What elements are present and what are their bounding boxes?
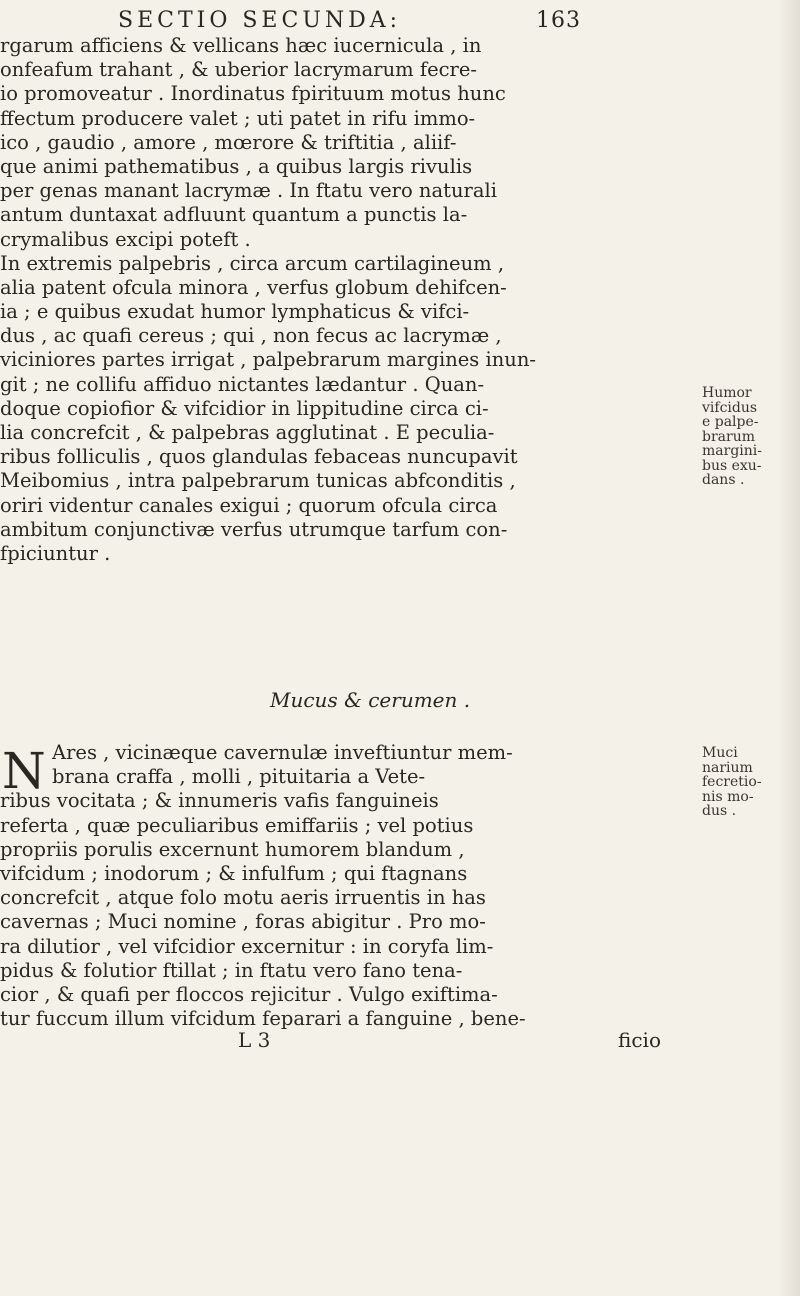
- margin-line: Humor: [702, 385, 752, 401]
- text-line: antum duntaxat adfluunt quantum a punctis la-: [0, 203, 468, 227]
- text-line: ra dilutior , vel vifcidior excernitur : in coryfa lim-: [0, 934, 494, 958]
- text-line: onfeafum trahant , & uberior lacrymarum fecre-: [0, 58, 477, 82]
- text-line: tur fuccum illum vifcidum feparari a fanguine , bene-: [0, 1007, 526, 1031]
- text-line: alia patent ofcula minora , verfus globum dehifcen-: [0, 275, 507, 299]
- text-line: lia concrefcit , & palpebras agglutinat . E peculia-: [0, 421, 495, 444]
- text-line: cavernas ; Muci nomine , foras abigitur . Pro mo-: [0, 910, 486, 934]
- text-line: que animi pathematibus , a quibus largis rivulis: [0, 154, 473, 178]
- text-line: crymalibus excipi poteft .: [0, 227, 251, 251]
- text-line: doque copiofior & vifcidior in lippitudine circa ci-: [0, 396, 489, 420]
- page-edge-shadow: [778, 0, 800, 1296]
- section-caption: Mucus & cerumen .: [270, 688, 471, 712]
- text-line: fpiciuntur .: [0, 541, 111, 565]
- text-line: ico , gaudio , amore , mœrore & triftitia , aliif-: [0, 130, 457, 154]
- margin-line: narium: [702, 759, 753, 776]
- text-line: referta , quæ peculiaribus emiffariis ; vel potius: [0, 813, 474, 837]
- text-line: git ; ne collifu affiduo nictantes lædantur . Quan-: [0, 372, 485, 396]
- paragraph-2: [0, 741, 695, 1031]
- text-line: Meibomius , intra palpebrarum tunicas abfconditis ,: [0, 469, 516, 493]
- margin-line: margini-: [702, 443, 762, 459]
- catchword: ficio: [618, 1028, 661, 1052]
- text-line: oriri videntur canales exigui ; quorum ofcula circa: [0, 493, 498, 517]
- margin-line: dans .: [702, 472, 745, 488]
- margin-line: Muci: [702, 745, 738, 761]
- text-line: cior , & quafi per floccos rejicitur . Vulgo exiftima-: [0, 982, 498, 1006]
- text-line: brana craffa , molli , pituitaria a Vete-: [52, 765, 426, 789]
- paragraph-1: [0, 34, 695, 566]
- margin-line: fecretio-: [702, 774, 762, 790]
- header-title: SECTIO SECUNDA:: [118, 8, 402, 33]
- signature-mark: L 3: [238, 1028, 271, 1052]
- text-line: propriis porulis excernunt humorem blandum ,: [0, 837, 465, 861]
- text-line: viciniores partes irrigat , palpebrarum margines inun-: [0, 348, 537, 372]
- text-line: ffectum producere valet ; uti patet in rifu immo-: [0, 106, 476, 130]
- margin-line: dus .: [702, 803, 737, 819]
- running-header: [118, 8, 678, 36]
- text-line: per genas manant lacrymæ . In ftatu vero naturali: [0, 179, 497, 203]
- margin-line: bus exu-: [702, 457, 762, 474]
- margin-line: brarum: [702, 428, 755, 445]
- margin-line: nis mo-: [702, 788, 754, 805]
- text-line: pidus & folutior ftillat ; in ftatu vero fano tena-: [0, 958, 463, 982]
- margin-line: vifcidus: [702, 399, 758, 416]
- page-number: 163: [536, 8, 581, 33]
- text-line: io promoveatur . Inordinatus fpirituum motus hunc: [0, 82, 506, 106]
- text-line: ribus vocitata ; & innumeris vafis fanguineis: [0, 789, 439, 813]
- margin-line: e palpe-: [702, 414, 759, 430]
- text-line: In extremis palpebris , circa arcum cartilagineum ,: [0, 251, 505, 275]
- text-line: ambitum conjunctivæ verfus utrumque tarfum con-: [0, 517, 508, 541]
- text-line: rgarum afficiens & vellicans hæc iucernicula , in: [0, 34, 482, 57]
- text-line: ia ; e quibus exudat humor lymphaticus & vifci-: [0, 300, 470, 324]
- text-line: Ares , vicinæque cavernulæ inveftiuntur mem-: [52, 741, 513, 764]
- text-line: ribus folliculis , quos glandulas febaceas nuncupavit: [0, 445, 518, 469]
- text-line: vifcidum ; inodorum ; & infulfum ; qui ftagnans: [0, 861, 468, 885]
- drop-capital: N: [2, 742, 46, 800]
- text-line: concrefcit , atque folo motu aeris irruentis in has: [0, 886, 486, 910]
- text-line: dus , ac quafi cereus ; qui , non fecus ac lacrymæ ,: [0, 324, 502, 348]
- page-footer: [238, 1028, 678, 1054]
